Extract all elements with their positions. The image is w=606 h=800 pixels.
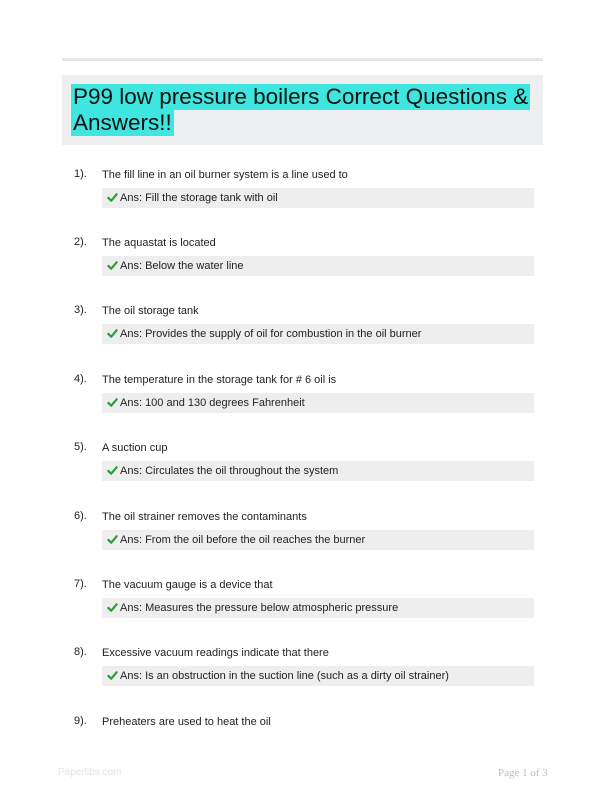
check-icon [107, 465, 118, 476]
footer-watermark: Paperlibs.com [58, 767, 122, 778]
question-number: 7). [74, 578, 87, 590]
question-text: The vacuum gauge is a device that [102, 579, 273, 591]
answer-text: Ans: 100 and 130 degrees Fahrenheit [120, 397, 305, 409]
answer-box [102, 530, 534, 550]
question-text: The oil strainer removes the contaminants [102, 511, 307, 523]
question-number: 2). [74, 236, 87, 248]
title-text: P99 low pressure boilers Correct Questions & Answers!! [73, 84, 529, 135]
answer-text: Ans: From the oil before the oil reaches the burner [120, 534, 366, 546]
question-number: 9). [74, 715, 87, 727]
answer-text: Ans: Is an obstruction in the suction line (such as a dirty oil strainer) [120, 670, 449, 682]
check-icon [107, 397, 118, 408]
answer-box [102, 256, 534, 276]
question-text: The oil storage tank [102, 305, 199, 317]
question-text: Excessive vacuum readings indicate that there [102, 647, 329, 659]
question-item [0, 236, 606, 296]
check-icon [107, 192, 118, 203]
answer-text: Ans: Provides the supply of oil for combustion in the oil burner [120, 328, 422, 340]
question-item [0, 715, 606, 739]
check-icon [107, 328, 118, 339]
question-text: The temperature in the storage tank for # 6 oil is [102, 374, 337, 386]
question-number: 8). [74, 646, 87, 658]
question-item [0, 510, 606, 570]
question-text: The aquastat is located [102, 237, 216, 249]
answer-box [102, 666, 534, 686]
answer-box [102, 324, 534, 344]
answer-text: Ans: Below the water line [120, 260, 244, 272]
question-item [0, 646, 606, 706]
question-number: 3). [74, 304, 87, 316]
page-title [71, 84, 531, 136]
check-icon [107, 670, 118, 681]
question-item [0, 441, 606, 501]
answer-text: Ans: Circulates the oil throughout the system [120, 465, 339, 477]
answer-box [102, 188, 534, 208]
check-icon [107, 534, 118, 545]
answer-box [102, 393, 534, 413]
top-divider [62, 58, 543, 61]
question-number: 1). [74, 168, 87, 180]
question-item [0, 373, 606, 433]
question-text: A suction cup [102, 442, 168, 454]
question-text: Preheaters are used to heat the oil [102, 716, 271, 728]
page-number: Page 1 of 3 [498, 767, 548, 779]
question-number: 5). [74, 441, 87, 453]
question-text: The fill line in an oil burner system is a line used to [102, 169, 348, 181]
check-icon [107, 260, 118, 271]
answer-box [102, 461, 534, 481]
question-number: 4). [74, 373, 87, 385]
question-item [0, 578, 606, 638]
answer-text: Ans: Fill the storage tank with oil [120, 192, 278, 204]
question-item [0, 168, 606, 228]
check-icon [107, 602, 118, 613]
answer-text: Ans: Measures the pressure below atmospheric pressure [120, 602, 399, 614]
question-item [0, 304, 606, 364]
question-number: 6). [74, 510, 87, 522]
answer-box [102, 598, 534, 618]
